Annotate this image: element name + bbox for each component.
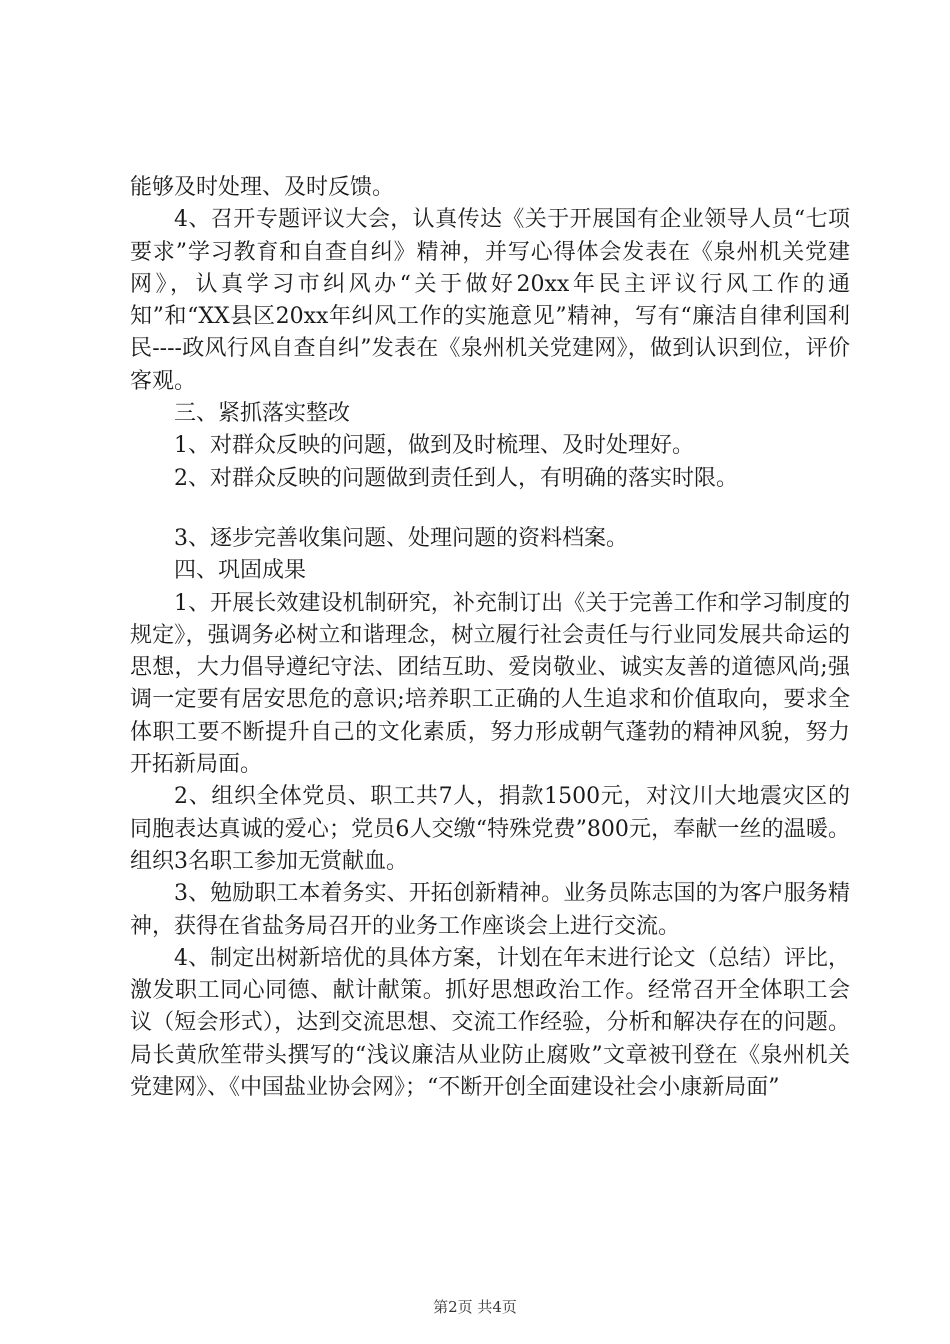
paragraph-item-2-responsibility: 2、对群众反映的问题做到责任到人，有明确的落实时限。 [174, 465, 738, 491]
section-heading-4: 四、巩固成果 [174, 558, 307, 584]
paragraph-item-3-archives: 3、逐步完善收集问题、处理问题的资料档案。 [174, 525, 628, 551]
paragraph-item-4-review-meeting: 4、召开专题评议大会，认真传达《关于开展国有企业领导人员“七项要求”学习教育和自查自纠》精神，并写心得体会发表在《泉州机关党建网》，认真学习市纠风办“关于做好20xx年民主评议行风工作的通知”和“XX县区20xx年纠风工作的实施意见”精神，写有“廉洁自律利国利民----政风行风自查自纠”发表在《泉州机关党建网》，做到认识到位，评价客观。 [130, 207, 850, 394]
paragraph-item-2-donation: 2、组织全体党员、职工共7人，捐款1500元，对汶川大地震灾区的同胞表达真诚的爱心；党员6人交缴“特殊党费”800元，奉献一丝的温暖。组织3名职工参加无赏献血。 [130, 784, 850, 874]
document-body [130, 172, 850, 1104]
paragraph-item-4-plan: 4、制定出树新培优的具体方案，计划在年末进行论文（总结）评比，激发职工同心同德、献计献策。抓好思想政治工作。经常召开全体职工会议（短会形式），达到交流思想、交流工作经验，分析和解决存在的问题。局长黄欣笙带头撰写的“浅议廉洁从业防止腐败”文章被刊登在《泉州机关党建网》、《中国盐业协会网》；“不断开创全面建设社会小康新局面” [130, 945, 850, 1101]
paragraph-item-1-sorting: 1、对群众反映的问题，做到及时梳理、及时处理好。 [174, 433, 694, 459]
section-heading-3: 三、紧抓落实整改 [174, 401, 351, 427]
paragraph-item-3-encouragement: 3、勉励职工本着务实、开拓创新精神。业务员陈志国的为客户服务精神，获得在省盐务局召开的业务工作座谈会上进行交流。 [130, 881, 850, 939]
paragraph-continuation: 能够及时处理、及时反馈。 [130, 175, 395, 200]
page-footer: 第2页 共4页 [433, 1298, 517, 1316]
paragraph-item-1-mechanism: 1、开展长效建设机制研究，补充制订出《关于完善工作和学习制度的规定》，强调务必树立和谐理念，树立履行社会责任与行业同发展共命运的思想，大力倡导遵纪守法、团结互助、爱岗敬业、诚实友善的道德风尚;强调一定要有居安思危的意识;培养职工正确的人生追求和价值取向，要求全体职工要不断提升自己的文化素质，努力形成朝气蓬勃的精神风貌，努力开拓新局面。 [130, 590, 850, 778]
